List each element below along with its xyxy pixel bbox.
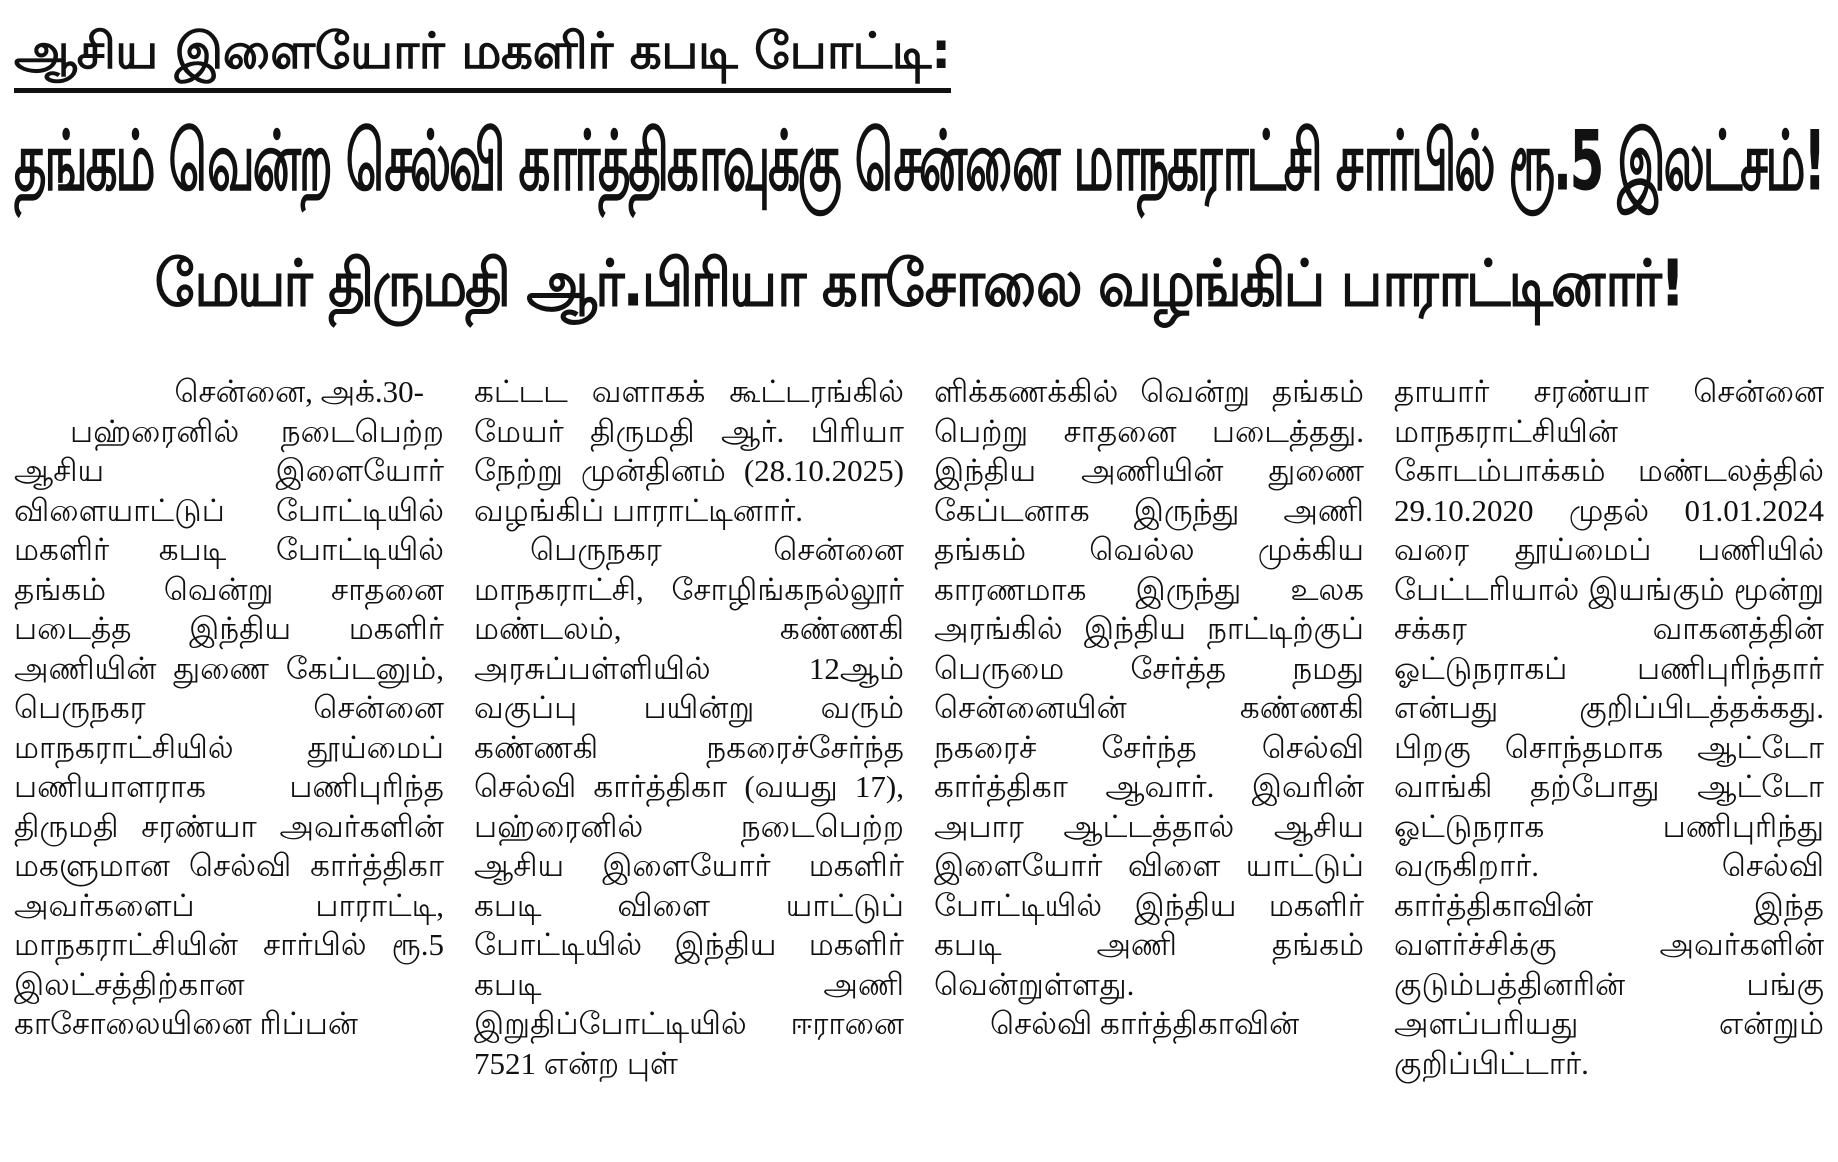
- sub-headline: மேயர் திருமதி ஆர்.பிரியா காசோலை வழங்கிப் பாராட்டினார்!: [154, 247, 1684, 322]
- kicker-heading: ஆசிய இளையோர் மகளிர் கபடி போட்டி:: [14, 14, 951, 93]
- column-1: [14, 372, 444, 1162]
- column-2-paragraph-2: பெருநகர சென்னை மாநகராட்சி, சோழிங்கநல்லூர் மண்டலம், கண்ணகி அரசுப்பள்ளியில் 12ஆம் வகுப்பு பயின்று வரும் கண்ணகி நகரைச்சேர்ந்த செல்வி கார்த்திகா (வயது 17), பஹ்ரைனில் நடைபெற்ற ஆசிய இளையோர் மகளிர் கபடி விளை யாட்டுப் போட்டியில் இந்திய மகளிர் கபடி அணி இறுதிப்போட்டியில் ஈரானை 7521 என்ற புள்: [474, 532, 904, 1081]
- main-headline: தங்கம் வென்ற செல்வி கார்த்திகாவுக்கு சென்னை மாநகராட்சி சார்பில் ரூ.5 இலட்சம்!: [14, 113, 1824, 210]
- column-1-paragraph: பஹ்ரைனில் நடைபெற்ற ஆசிய இளையோர் விளையாட்டுப் போட்டியில் மகளிர் கபடி போட்டியில் தங்கம் வென்று சாதனை படைத்த இந்திய மகளிர் அணியின் துணை கேப்டனும், பெருநகர சென்னை மாநகராட்சியில் தூய்மைப் பணியாளராக பணிபுரிந்த திருமதி சரண்யா அவர்களின் மகளுமான செல்வி கார்த்திகா அவர்களைப் பாராட்டி, மாநகராட்சியின் சார்பில் ரூ.5 இலட்சத்திற்கான காசோலையினை ரிப்பன்: [14, 413, 444, 1041]
- column-2: [474, 372, 904, 1162]
- article-body: [14, 372, 1824, 1162]
- column-3: [934, 372, 1364, 1162]
- column-2-paragraph-1: கட்டட வளாகக் கூட்டரங்கில் மேயர் திருமதி ஆர். பிரியா நேற்று முன்தினம் (28.10.2025) வழங்கிப் பாராட்டினார்.: [474, 374, 904, 528]
- column-4: [1394, 372, 1824, 1162]
- dateline: சென்னை, அக்.30-: [174, 374, 424, 409]
- column-3-paragraph-2: செல்வி கார்த்திகாவின்: [990, 1006, 1300, 1041]
- column-3-paragraph-1: ளிக்கணக்கில் வென்று தங்கம் பெற்று சாதனை படைத்தது. இந்திய அணியின் துணை கேப்டனாக இருந்து அணி தங்கம் வெல்ல முக்கிய காரணமாக இருந்து உலக அரங்கில் இந்திய நாட்டிற்குப் பெருமை சேர்த்த நமது சென்னையின் கண்ணகி நகரைச் சேர்ந்த செல்வி கார்த்திகா ஆவார். இவரின் அபார ஆட்டத்தால் ஆசிய இளையோர் விளை யாட்டுப் போட்டியில் இந்திய மகளிர் கபடி அணி தங்கம் வென்றுள்ளது.: [934, 374, 1364, 1002]
- column-4-paragraph: தாயார் சரண்யா சென்னை மாநகராட்சியின் கோடம்பாக்கம் மண்டலத்தில் 29.10.2020 முதல் 01.01.2024 வரை தூய்மைப் பணியில் பேட்டரியால் இயங்கும் மூன்று சக்கர வாகனத்தின் ஓட்டுநராகப் பணிபுரிந்தார் என்பது குறிப்பிடத்தக்கது. பிறகு சொந்தமாக ஆட்டோ வாங்கி தற்போது ஆட்டோ ஓட்டுநராக பணிபுரிந்து வருகிறார். செல்வி கார்த்திகாவின் இந்த வளர்ச்சிக்கு அவர்களின் குடும்பத்தினரின் பங்கு அளப்பரியது என்றும் குறிப்பிட்டார்.: [1394, 374, 1824, 1081]
